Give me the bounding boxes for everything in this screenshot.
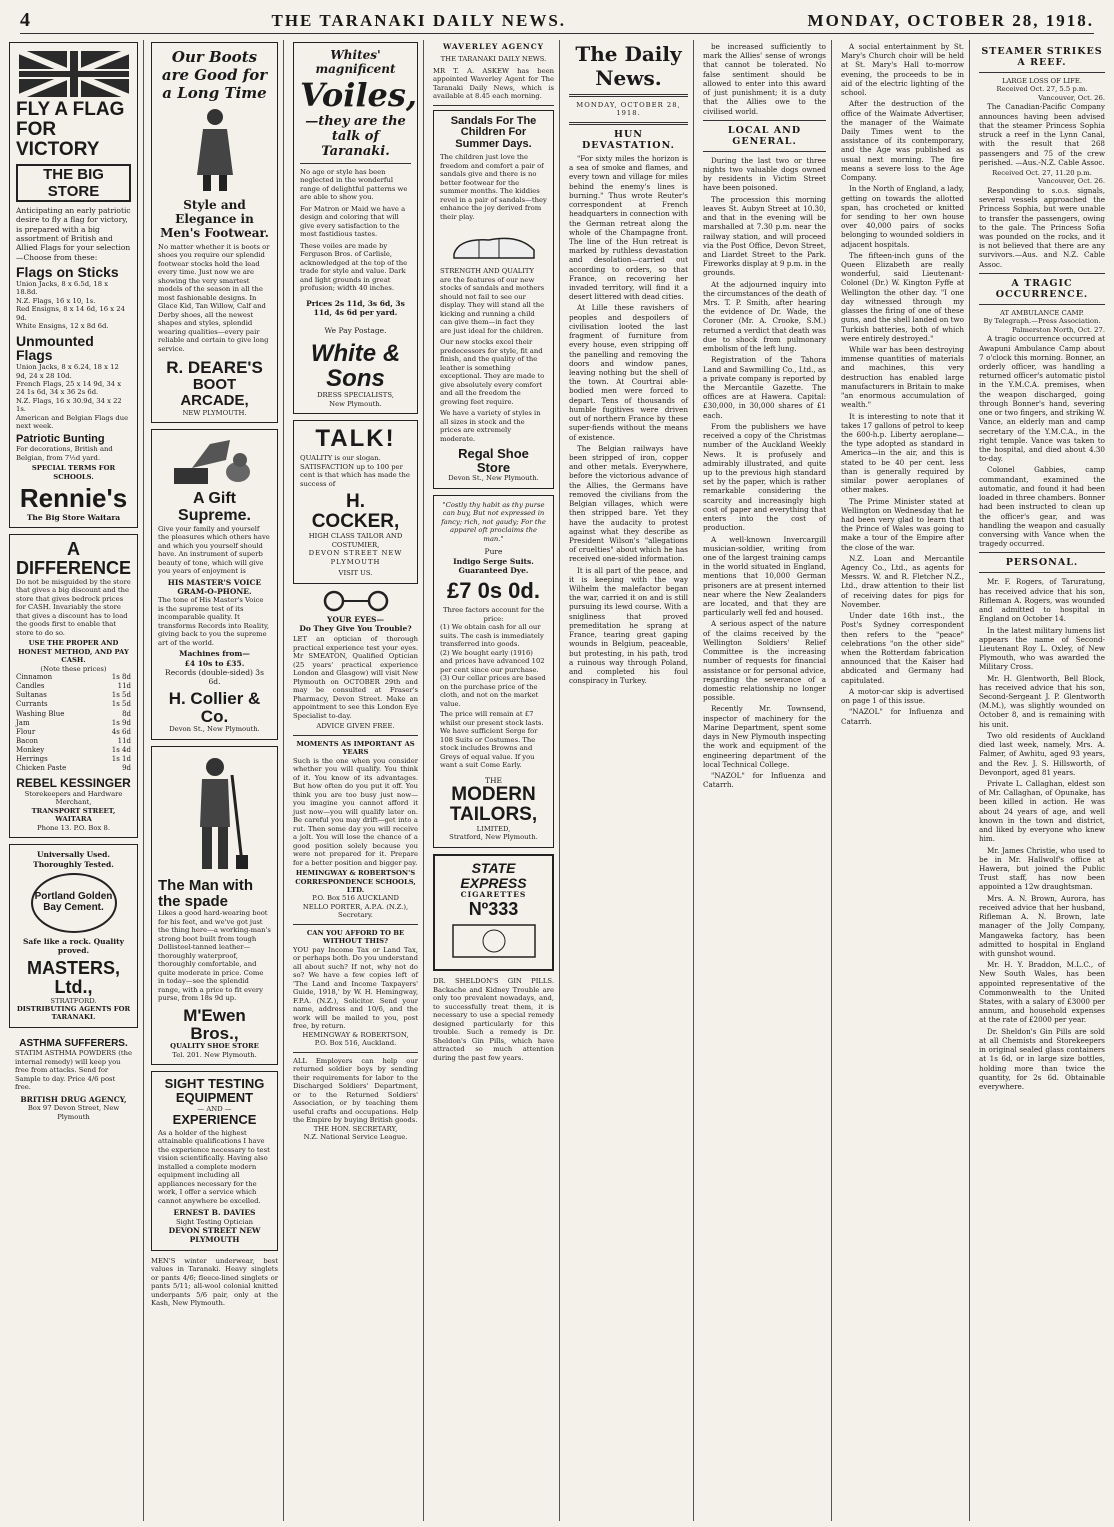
- cement-name: Portland Golden Bay Cement.: [34, 891, 113, 913]
- personal-paragraph: Two old residents of Auckland died last week, namely, Mrs. A. Falmer, of Awhitu, aged 93 years, and the Rev. J. S. Hillsworth, of Devonport, aged 81 years.: [979, 730, 1105, 777]
- local-paragraph: N.Z. Loan and Mercantile Agency Co., Ltd., as agents for Messrs. W. and R. Fletcher N.Z., Ltd., draw attention to their list of receiving dates for pigs for November.: [841, 553, 964, 609]
- transport-street: TRANSPORT STREET, WAITARA: [31, 806, 116, 824]
- column-6: [698, 40, 832, 1521]
- difference-ad: [9, 534, 138, 838]
- cement-ad: [9, 844, 138, 1028]
- hun-heading: HUN DEVASTATION.: [582, 128, 675, 151]
- column-1: [4, 40, 144, 1521]
- local-paragraph: At the adjourned inquiry into the circumstances of the death of Mrs. T. P. Smith, after hearing the evidence of Dr. Wade, the Coroner (Mr. A. Crooke, S.M.) returned a verdict that death was due to shock from pulmonary embolism of the left lung.: [703, 279, 826, 354]
- issue-date: MONDAY, OCTOBER 28, 1918.: [807, 10, 1094, 30]
- rennies-sub: The Big Store Waitara: [26, 512, 121, 522]
- voiles-text2: For Matron or Maid we have a design and coloring that will give every satisfaction to the most fastidious tastes.: [300, 204, 406, 239]
- boots-heading: Our Boots are Good for a Long Time: [161, 48, 268, 102]
- woman-figure-icon: [185, 105, 245, 195]
- tragic-paragraph: A tragic occurrence occurred at Awapuni Ambulance Camp about 7 o'clock this morning. Bonner, an orderly officer, was handling a returned officer's automatic pistol in the Y.M.C.A. premises, when the weapon discharged, going through Bonner's hand, severing one or two fingers, and striking W. Vance, an elderly man and camp secretary of the Y.M.C.A., in the right temple. Vance was taken to the hospital, and died about 4.30 to-day.: [979, 334, 1105, 464]
- mewen-sub: QUALITY SHOE STORE: [170, 1042, 259, 1051]
- collier: H. Collier & Co.: [168, 688, 261, 726]
- regal: Regal Shoe Store: [458, 446, 529, 475]
- unmounted-item: Union Jacks, 8 x 6.24, 18 x 12 9d, 24 x 28 10d.: [16, 363, 119, 380]
- spectacles-icon: [316, 590, 396, 612]
- limited: LIMITED,: [476, 824, 511, 833]
- unmounted-flags-heading: Unmounted Flags: [16, 332, 94, 364]
- special-terms: SPECIAL TERMS FOR SCHOOLS.: [31, 464, 116, 481]
- state-express: STATE EXPRESS: [460, 859, 527, 891]
- flags-item: Union Jacks, 8 x 6.5d, 18 x 18.8d.: [16, 279, 109, 297]
- dress-specialists: DRESS SPECIALISTS,: [317, 391, 394, 400]
- modern-tailors: MODERN TAILORS,: [449, 783, 538, 825]
- local-paragraph: The fifteen-inch guns of the Queen Elizabeth are really wonderful, said Lieutenant-Colonel (Dr.) W. Kington Fyffe at Wellington the other day. "I one day witnessed through my glasses the firing of one of these guns, and the shell landed on two Turkish batteries, both of which were entirely destroyed.": [841, 250, 964, 343]
- hun-paragraph: The Belgian railways have been stripped of iron, copper and other metals. Everywhere, before the victorious advance of the Allies, the Germans have removed the civilians from the Belgian villages, which were then stripped bare. Yet they have the audacity to protest against what they describe as President Wilson's "allegations of cruelties" about which he has received one-sided information.: [569, 443, 688, 564]
- local-paragraph: While war has been destroying immense quantities of materials and machines, this very destruction has enabled large manufacturers in Britain to make "an enormous accumulation of wealth.": [841, 345, 964, 410]
- cocker: H. COCKER,: [311, 491, 400, 533]
- local-paragraph: A motor-car skip is advertised on page 1 of this issue.: [841, 686, 964, 706]
- palmerston: Palmerston North, Oct. 27.: [1011, 325, 1105, 334]
- hon-sec: THE HON. SECRETARY,: [313, 1124, 398, 1133]
- sight-heading: SIGHT TESTING EQUIPMENT: [164, 1076, 265, 1106]
- unmounted-item: N.Z. Flags, 16 x 30.9d, 34 x 22 1s.: [16, 396, 122, 414]
- price-row: Jam 1s 9d: [16, 718, 131, 727]
- voiles-text: No age or style has been neglected in the wonderful range of delightful patterns we are able to show you.: [300, 168, 408, 202]
- moments-heading: MOMENTS AS IMPORTANT AS YEARS: [296, 739, 415, 757]
- rebel-phone: Phone 13. P.O. Box 8.: [37, 823, 110, 832]
- tax-heading: CAN YOU AFFORD TO BE WITHOUT THIS?: [306, 928, 405, 946]
- local-paragraph: The procession this morning leaves St. Aubyn Street at 10.30, and that in the evening will be marshalled at 7.30 p.m. near the railway station, and will proceed via the Post Office, Devon Street, and Liardet Street to the Park. Fireworks display at 9 p.m. in the grounds.: [703, 194, 826, 278]
- price-row: Currants 1s 5d: [16, 700, 131, 709]
- eyes-sub: Do They Give You Trouble?: [299, 624, 412, 634]
- asthma-heading: ASTHMA SUFFERERS.: [19, 1037, 128, 1049]
- cocker-ad: [293, 420, 418, 583]
- local-paragraph: In the North of England, a lady, getting on towards the allotted span, has crocheted or knitted for sending to her own house over 40,000 pairs of socks belonging to wounded soldiers in adjacent hospitals.: [841, 184, 964, 249]
- telegraph: By Telegraph.—Press Association.: [983, 317, 1101, 326]
- personal-paragraph: Mr. H. Glentworth, Bell Block, has received advice that his son, Second-Sergeant J. P. Glentworth (M.M.), was slightly wounded on October 8, and is remaining with his unit.: [979, 673, 1105, 729]
- price-row: Chicken Paste 9d: [16, 764, 131, 773]
- indigo: Indigo Serge Suits. Guaranteed Dye.: [453, 556, 534, 575]
- sandals-heading: Sandals For The Children For Summer Days.: [450, 114, 537, 150]
- local-paragraph: Registration of the Tahora Land and Sawmilling Co., Ltd., as a private company is reported by the Mercantile Gazette. The offices are at Hawera. Capital: £30,000, in 30,000 shares of £1 each.: [703, 355, 826, 420]
- nazol-note: "NAZOL" for Influenza and Catarrh.: [703, 770, 826, 790]
- vancouver-1: Vancouver, Oct. 26.: [1038, 93, 1105, 102]
- ambulance: AT AMBULANCE CAMP.: [1000, 308, 1084, 317]
- deare-place: NEW PLYMOUTH.: [182, 408, 247, 417]
- postage: We Pay Postage.: [324, 325, 387, 335]
- local-paragraph: It is interesting to note that it takes 17 gallons of petrol to keep the 600-h.p. Liberty aeroplane—the type adopted as standard in America—in the air, and this is stated to be 40 per cent. less than is generally required by similar power aeroplanes of other makes.: [841, 411, 964, 495]
- asthma-ad: [9, 1034, 138, 1126]
- tax-notice: [293, 929, 418, 1048]
- factor-2: (2) We bought early (1916) and prices have advanced 102 per cent since our purchase.: [440, 648, 545, 674]
- column-5: [564, 40, 694, 1521]
- steamer-paragraph: The Canadian-Pacific Company announces having been advised that the steamer Princess Sophia struck a reef in the Lynn Canal, with the result that 268 passengers and 75 of the crew perished. —Aus.-N.Z. Cable Assoc.: [979, 102, 1105, 167]
- local-paragraph: During the last two or three nights two valuable dogs owned by residents in Victim Street have been poisoned.: [703, 155, 826, 193]
- vancouver-2: Vancouver, Oct. 26.: [1038, 177, 1105, 186]
- visit-us: VISIT US.: [338, 569, 373, 578]
- personal-paragraph: Mrs. A. N. Brown, Aurora, has received advice that her husband, Rifleman A. N. Brown, late manager of the Jolly Company, Mangaweka factory, has been admitted to hospital in England with gunshot wound.: [979, 893, 1105, 958]
- personal-paragraph: Mr. F. Rogers, of Taruratung, has received advice that his son, Rifleman A. Rogers, was wounded and admitted to hospital in England on October 14.: [979, 577, 1105, 624]
- modern-tailors-ad: [433, 495, 554, 848]
- use-proper: USE THE PROPER AND HONEST METHOD, AND PAY CASH.: [18, 639, 129, 665]
- factor-3: (3) Our cellar prices are based on the purchase price of the cloth, and not on the market value.: [440, 674, 546, 708]
- rebel-sub: Storekeepers and Hardware Merchant,: [24, 789, 123, 807]
- style-text: Style and Elegance in Men's Footwear.: [160, 198, 269, 240]
- costly-quote: "Costly thy habit as thy purse can buy, But not expressed in fancy; rich, not gaudy; For the apparel oft proclaims the man.": [441, 500, 546, 543]
- price-row: Cinnamon 1s 8d: [16, 673, 131, 682]
- hemingway-box: P.O. Box 516 AUCKLAND: [312, 894, 399, 903]
- local-paragraph: From the publishers we have received a copy of the Christmas number of the Auckland Weekly News. It is profusely and admirably illustrated, and quite up to the previous high standard set by the paper, which is rather remarkable considering the scarcity and increasingly high cost of paper and everything that enters into the cost of production.: [703, 421, 826, 533]
- personal-paragraph: Mr. H. Y. Braddon, M.L.C., of New South Wales, has been appointed representative of the Commonwealth to the United States, with a salary of £3000 per annum, and household expenses at the rate of £2000 per year.: [979, 960, 1105, 1025]
- pure: Pure: [484, 547, 503, 557]
- regal-addr: Devon St., New Plymouth.: [448, 474, 539, 483]
- local-paragraph: Recently Mr. Townsend, inspector of machinery for the Marine Department, spent some days in New Plymouth inspecting the work and equipment of the engineering department of the local Technical College.: [703, 704, 826, 769]
- cigarette-tin-icon: [449, 921, 539, 961]
- eyes-heading: YOUR EYES—: [327, 614, 384, 624]
- bunting-text: For decorations, British and Belgian, from 7½d yard.: [16, 445, 113, 462]
- local-heading: LOCAL AND GENERAL.: [727, 124, 802, 147]
- deare-name: R. DEARE'S: [166, 358, 263, 378]
- style-body: No matter whether it is boots or shoes you require our splendid footwear stocks hold the lead every time. Just now we are showing the very smartest models of the season in all the most fashionable designs. In Glace Kid, Tan Willow, Calf and Derby shoes, all the newest shapes and styles, splendid wearing qualities—every pair reliable and certain to give long service.: [158, 243, 270, 353]
- sight-and: — AND —: [197, 1104, 232, 1113]
- factor-1: (1) We obtain cash for all our suits. The cash is immediately transferred into goods.: [440, 623, 544, 649]
- hmv-text: The tone of His Master's Voice is the supreme test of its incomparable quality. It transforms Records into Reality, giving back to you the supreme art of the world.: [158, 596, 270, 647]
- safe-rock: Safe like a rock. Quality proved.: [23, 936, 124, 956]
- note-prices: (Note these prices): [40, 664, 107, 673]
- cement-logo: [31, 873, 117, 933]
- collier-addr: Devon St., New Plymouth.: [169, 725, 260, 734]
- price-row: Herrings 1s 1d: [16, 755, 131, 764]
- flag-heading: FLY A FLAG FOR VICTORY: [16, 99, 125, 160]
- paper-date: MONDAY, OCTOBER 28, 1918.: [576, 101, 681, 118]
- cocker-addr: DEVON STREET NEW PLYMOUTH: [308, 549, 403, 566]
- price-row: Washing Blue 8d: [16, 709, 131, 718]
- employers-notice: [293, 1057, 418, 1142]
- underwear-notice: MEN'S winter underwear, best values in Taranaki. Heavy singlets or pants 4/6; fleece-lined singlets or pants 5/11; all-wool colonial knitted underpants 5/6 pair, only at the Kash, New Plymouth.: [151, 1256, 278, 1308]
- price-row: Monkey 1s 4d: [16, 745, 131, 754]
- column-8: [974, 40, 1110, 1521]
- sheldon-note: Dr. Sheldon's Gin Pills are sold at all Chemists and Storekeepers in original sealed glass containers at 1s 6d, or in large size bottles, holding more than twice the quantity, for 2s 6d. Obtainable everywhere.: [979, 1026, 1105, 1091]
- variety-text: We have a variety of styles in all sizes in stock and the prices are extremely moderate.: [440, 409, 541, 443]
- column-3: [288, 40, 424, 1521]
- big-store-logo: THE BIG STORE: [16, 164, 131, 202]
- sight-experience: EXPERIENCE: [172, 1112, 257, 1128]
- white-sons-place: New Plymouth.: [329, 399, 382, 408]
- big-store-ad: [9, 42, 138, 528]
- british-drug-addr: Box 97 Devon Street, New Plymouth: [27, 1104, 120, 1121]
- spade-heading: The Man with the spade: [158, 876, 253, 910]
- editorial-continuation: be increased sufficiently to mark the Allies' sense of wrongs that cannot be tolerated. No false sentiment should be allowed to enter into this award of just punishment; it is a duty that the Allies owe to the civilised world.: [703, 42, 826, 116]
- local-paragraph: The Prime Minister stated at Wellington on Wednesday that he had been very glad to learn that the Prince of Wales was going to make a tour of the Empire after the close of the war.: [841, 496, 964, 552]
- advice-free: ADVICE GIVEN FREE.: [316, 722, 395, 731]
- union-flag-icon: [19, 51, 129, 97]
- masthead: [20, 8, 1094, 34]
- whites-heading: Whites' magnificent: [315, 48, 396, 76]
- eyes-notice: [293, 590, 418, 731]
- mt-addr: Stratford, New Plymouth.: [449, 833, 538, 842]
- local-paragraph: A serious aspect of the nature of the claims received by the Wellington Soldiers' Relief Committee is the increasing number of requests for financial assistance or for personal advice, regarding the severance of a domestic relationship no longer possible.: [703, 619, 826, 703]
- received-1: Received Oct. 27, 5.5 p.m.: [996, 85, 1088, 94]
- flags-item: White Ensigns, 12 x 8d 6d.: [16, 322, 109, 331]
- sight-text: As a holder of the highest attainable qualifications I have the experience necessary to test vision scientifically. Having also installed a complete modern equipment including all appliances necessary for the work, I offer a service which cannot anywhere be excelled.: [158, 1128, 270, 1205]
- british-drug: BRITISH DRUG AGENCY,: [20, 1094, 127, 1104]
- masters-place: STRATFORD.: [50, 996, 97, 1005]
- voiles-text3: These voiles are made by Ferguson Bros. of Carlisle, acknowledged at the top of the trade for style and value. Dark and light grounds in great profusion; width 40 inches.: [300, 241, 408, 293]
- difference-text: Do not be misguided by the store that gives a big discount and the store that gives bedrock prices for CASH. Invariably the store that gives a discount has to load the goods first to enable that store to do so.: [16, 577, 131, 637]
- waverley-notice: [433, 42, 554, 101]
- personal-heading: PERSONAL.: [1005, 557, 1079, 569]
- records: Records (double-sided) 3s 6d.: [165, 668, 264, 687]
- paper-name: The Daily News.: [575, 42, 682, 90]
- sandal-icon: [449, 224, 539, 264]
- hun-paragraph: At Lille these ravishers of peoples and despoilers of civilisation looted the last fragment of furniture from every house, even stripping off the panelling and removing the doors and window panes, leaving nothing but the shell of the town. At Courtrai able-bodied men were forced to depart. Tens of thousands of humble fugitives were driven out of northern France by these super-fiends without the means of existence.: [569, 303, 688, 442]
- newspaper-title: THE TARANAKI DAILY NEWS.: [271, 10, 567, 30]
- page-number: 4: [20, 9, 30, 31]
- price-7: £7 0s 0d.: [447, 578, 540, 604]
- regal-shoe-ad: [433, 110, 554, 489]
- deare-boot: BOOT ARCADE,: [180, 376, 249, 409]
- sight-testing-ad: [151, 1071, 278, 1250]
- flags-on-sticks-heading: Flags on Sticks: [16, 264, 119, 281]
- local-paragraph: A well-known Invercargill musician-soldier, writing from one of the largest training camps in the world situated in England, mentions that 10,000 German prisoners are at present interned near where the New Zealanders are located, and that they are particularly well fed and housed.: [703, 534, 826, 618]
- man-with-spade-icon: [180, 755, 250, 875]
- cigarettes: CIGARETTES: [460, 890, 527, 900]
- nazol-note: "NAZOL" for Influenza and Catarrh.: [841, 707, 964, 726]
- big-store-intro: Anticipating an early patriotic desire to fly a flag for victory, is prepared with a big assortment of British and Allied Flags for your selection—Choose from these:: [16, 205, 131, 262]
- flags-item: Red Ensigns, 8 x 14 6d, 16 x 24 9d.: [16, 305, 125, 322]
- asthma-text: STATIM ASTHMA POWDERS (the internal remedy) will keep you free from attacks. Send for Sample to day. Price 4/6 post free.: [15, 1049, 133, 1092]
- price-row: Flour 4s 6d: [16, 727, 131, 736]
- tax-text: YOU pay Income Tax or Land Tax, or perhaps both. Do you understand all about such? If not, why not do so? We have a few copies left of 'The Land and Income Taxpayers' Guide, 1918,' by W. H. Hemingway, F.P.A. (N.Z.), Solicitor. Send your name, address and 10/6, and the work will be mailed to you, post free, by return.: [293, 945, 418, 1031]
- hemingway: HEMINGWAY & ROBERTSON'S CORRESPONDENCE SCHOOLS, LTD.: [295, 869, 416, 894]
- gramophone-ad: [151, 429, 278, 740]
- the-modern: THE: [484, 775, 503, 785]
- column-4: [428, 40, 560, 1521]
- no333: Nº333: [468, 898, 519, 919]
- voiles: Voiles,: [300, 76, 418, 114]
- price-list: [16, 673, 131, 773]
- price-remain: The price will remain at £7 whilst our present stock lasts. We have sufficient Serge for 108 Suits or Costumes. The stock includes Browns and Greys of equal value. If you want a suit Come Early.: [440, 710, 544, 770]
- moments-text: Such is the one when you consider whether you will qualify. You think of it. You know of its advantages. But how often do you put it off. You think you are too busy just now—you imagine you cannot afford it just now—you will qualify later on. Be careful you may drift—get into a rut. Then some day you will receive a jolt. You will lose the chance of a good position solely because you were not prepared for it. Prepare for a better position and bigger pay.: [293, 756, 418, 867]
- stocks-text: Our new stocks excel their predecessors for style, fit and finish, and the quality of the leather is something exceptional. They are made to give absolutely every comfort and all the freedom the growing feet require.: [440, 338, 545, 406]
- nello: NELLO PORTER, A.P.A. (N.Z.), Secretary.: [302, 902, 409, 920]
- steamer-paragraph: Responding to s.o.s. signals, several vessels approached the Princess Sophia, but were unable to transfer the passengers, owing to the gale. The Princess Sofia was pounded on the rocks, and it is not believed that there are any survivors.—Aus. and N.Z. Cable Assoc.: [979, 185, 1105, 269]
- large-loss: LARGE LOSS OF LIFE.: [1001, 77, 1083, 85]
- sandals-text: The children just love the freedom and comfort a pair of sandals give and there is no better footwear for the summer months. The kiddies revel in a pair of sandals—they enhance the joy derived from their play.: [440, 153, 547, 221]
- three-factors: Three factors account for the price:: [442, 606, 544, 623]
- hmv: HIS MASTER'S VOICE GRAM-O-PHONE.: [167, 577, 262, 596]
- local-paragraph: Under date 16th inst., the Post's Sydney correspondent then refers to the "peace" celebrations "on the other side" when the Rotterdam fabrication announced that the Kaiser had abdicated and Germany had capitulated.: [841, 611, 964, 685]
- strength-text: STRENGTH AND QUALITY are the features of our new stocks of sandals and mothers should not fail to see our display. They will stand all the kicking and running a child can give them—in fact they are just ideal for the children.: [440, 267, 545, 335]
- hr2: HEMINGWAY & ROBERTSON,: [302, 1030, 409, 1039]
- tragic-heading: A TRAGIC OCCURRENCE.: [995, 277, 1089, 300]
- personal-paragraph: Private L. Callaghan, eldest son of Mr. Callaghan, of Opunake, has been killed in action. He was about 24 years of age, and well known in the town and district, and liked by everyone who knew him.: [979, 779, 1105, 844]
- eyes-text: LET an optician of thorough practical experience test your eyes. Mr SMEATON, Qualified Optician (25 years' practical experience London and Glasgow) will visit New Plymouth on OCTOBER 29th and may be consulted at Fraser's Pharmacy, Devon Street. Make an appointment to see this London Eye Specialist to-day.: [293, 635, 418, 720]
- national-service: N.Z. National Service League.: [303, 1133, 408, 1142]
- local-paragraph: After the destruction of the office of the Waimate Advertiser, the manager of the Waimate Daily Times went to the assistance of its contemporary, and the Age was published as usual next morning. The fire means a severe loss to the Age Company.: [841, 99, 964, 183]
- price-row: Sultanas 1s 5d: [16, 691, 131, 700]
- personal-paragraph: In the latest military lumens list appears the name of Second-Lieutenant Roy L. Oxley, of New Plymouth, who was awarded the Military Cross.: [979, 625, 1105, 672]
- machines-price: £4 10s to £35.: [184, 658, 245, 668]
- sheldon-notice: DR. SHELDON'S GIN PILLS. Backache and Kidney Trouble are only too prevalent nowadays, and, to successfully treat them, it is necessary to use a special remedy designed particularly for this trouble. Such a remedy is Dr. Sheldon's Gin Pills, which have attracted so much attention during the past few years.: [433, 977, 554, 1062]
- gift-heading: A Gift Supreme.: [178, 490, 251, 524]
- talk-heading: TALK!: [315, 425, 396, 453]
- tragic-paragraph: Colonel Gabbies, camp commandant, examined the automatic, and found it had been loaded in three chambers. Bonner had been instructed to clean up the officer's gear, and was handling the weapon and casually conversing with Vance when the tragedy occurred.: [979, 465, 1105, 549]
- gramophone-dog-icon: [170, 438, 260, 488]
- spade-text: Likes a good hard-wearing boot for his feet, and we've got just the thing here—a working-man's strong boot built from tough Dollisteel-tanned leather—thoroughly waterproof, thoroughly comfortable, and quite moderate in price. Come in today—see the splendid range, with a price to fit every purse, from 18s 9d up.: [158, 909, 271, 1003]
- waverley: WAVERLEY AGENCY: [442, 42, 545, 51]
- unmounted-item: French Flags, 25 x 14 9d, 34 x 24 1s 6d, 34 x 36 2s 6d.: [16, 380, 122, 397]
- gift-text: Give your family and yourself the pleasures which others have and which you yourself should have. An instrument of superb beauty of tone, which will give you years of enjoyment is: [158, 524, 270, 576]
- spade-ad: [151, 746, 278, 1065]
- rebel-kessinger: REBEL KESSINGER: [16, 776, 131, 791]
- mewen: M'Ewen Bros.,: [183, 1005, 246, 1043]
- davies-sub: Sight Testing Optician: [176, 1217, 253, 1226]
- employers-text: ALL Employers can help our returned soldier boys by sending their requirements for labor to the Discharged Soldiers' Department, or to the Returned Soldiers' Association, or by teaching them useful crafts and occupations. Help the Empire by buying British goods.: [293, 1056, 418, 1125]
- tdn: THE TARANAKI DAILY NEWS.: [440, 55, 547, 64]
- column-7: [836, 40, 970, 1521]
- hr2-box: P.O. Box 516, Auckland.: [314, 1039, 397, 1048]
- voiles-prices: Prices 2s 11d, 3s 6d, 3s 11d, 4s 6d per yard.: [306, 298, 405, 318]
- moments-notice: [293, 740, 418, 920]
- white-sons-logo: White & Sons: [310, 339, 401, 393]
- local-paragraph: A social entertainment by St. Mary's Church choir will be held at St. Mary's Hall to-morrow evening, the proceeds to be in aid of the electric lighting of the school.: [841, 42, 964, 98]
- deare-boot-ad: [151, 42, 278, 423]
- voiles-talk: —they are the talk of Taranaki.: [305, 114, 406, 159]
- askew: MR T. A. ASKEW has been appointed Waverley Agent for The Taranaki Daily News, which is available at 8.45 each morning.: [433, 66, 554, 101]
- flags-item: N.Z. Flags, 16 x 10, 1s.: [16, 296, 96, 305]
- cocker-sub: HIGH CLASS TAILOR AND COSTUMIER,: [308, 532, 403, 549]
- talk-text: QUALITY is our slogan. SATISFACTION up to 100 per cent is that which has made the success of: [300, 454, 410, 488]
- unmounted-item: American and Belgian Flags due next week.: [16, 413, 129, 431]
- steamer-heading: STEAMER STRIKES A REEF.: [981, 46, 1103, 68]
- price-row: Candles 11d: [16, 682, 131, 691]
- masters-name: MASTERS, Ltd.,: [26, 957, 120, 997]
- difference-heading: A DIFFERENCE: [16, 539, 132, 578]
- universally-used: Universally Used. Thoroughly Tested.: [33, 850, 114, 869]
- received-2: Received Oct. 27, 11.20 p.m.: [992, 168, 1092, 177]
- state-express-ad: [433, 854, 554, 972]
- hun-paragraph: It is all part of the peace, and it is keeping with the way Wilhelm the malefactor began the war, carried it on and is still pursuing its lewd course. With a snigliness that proved premeditation he sprang at France, tearing great gaping wounds in Belgium, peaceable, but protesting, in his path, trod a ruinous way through Poland, and completed his foul conspiracy in Turkey.: [569, 565, 688, 686]
- bunting-heading: Patriotic Bunting: [16, 432, 105, 445]
- davies-addr: DEVON STREET NEW PLYMOUTH: [168, 1226, 261, 1245]
- white-sons-ad: [293, 42, 418, 414]
- davies: ERNEST B. DAVIES: [173, 1208, 256, 1218]
- personal-paragraph: Mr. James Christie, who used to be in Mr. Hallwolf's office at Hawera, but joined the Public Trust staff, has now been appointed a 12w draughtsman.: [979, 845, 1105, 892]
- hun-paragraph: "For sixty miles the horizon is a sea of smoke and flames, and every town and village for miles behind the enemy's lines is burning." Thus wrote Reuter's correspondent at French headquarters in connection with the German retreat along the whole of the Champagne front. The line of the Hun retreat is marked by ruthless devastation and desolation—carried out according to orders, so that France, on recovering her invaded territory, will find it a desert littered with dead cities.: [569, 153, 688, 302]
- price-row: Bacon 11d: [16, 736, 131, 745]
- machines: Machines from—: [179, 649, 250, 659]
- rennies-logo: Rennie's: [19, 483, 128, 514]
- column-2: [146, 40, 284, 1521]
- masters-agents: DISTRIBUTING AGENTS FOR TARANAKI.: [16, 1004, 131, 1022]
- mewen-tel: Tel. 201. New Plymouth.: [172, 1050, 257, 1059]
